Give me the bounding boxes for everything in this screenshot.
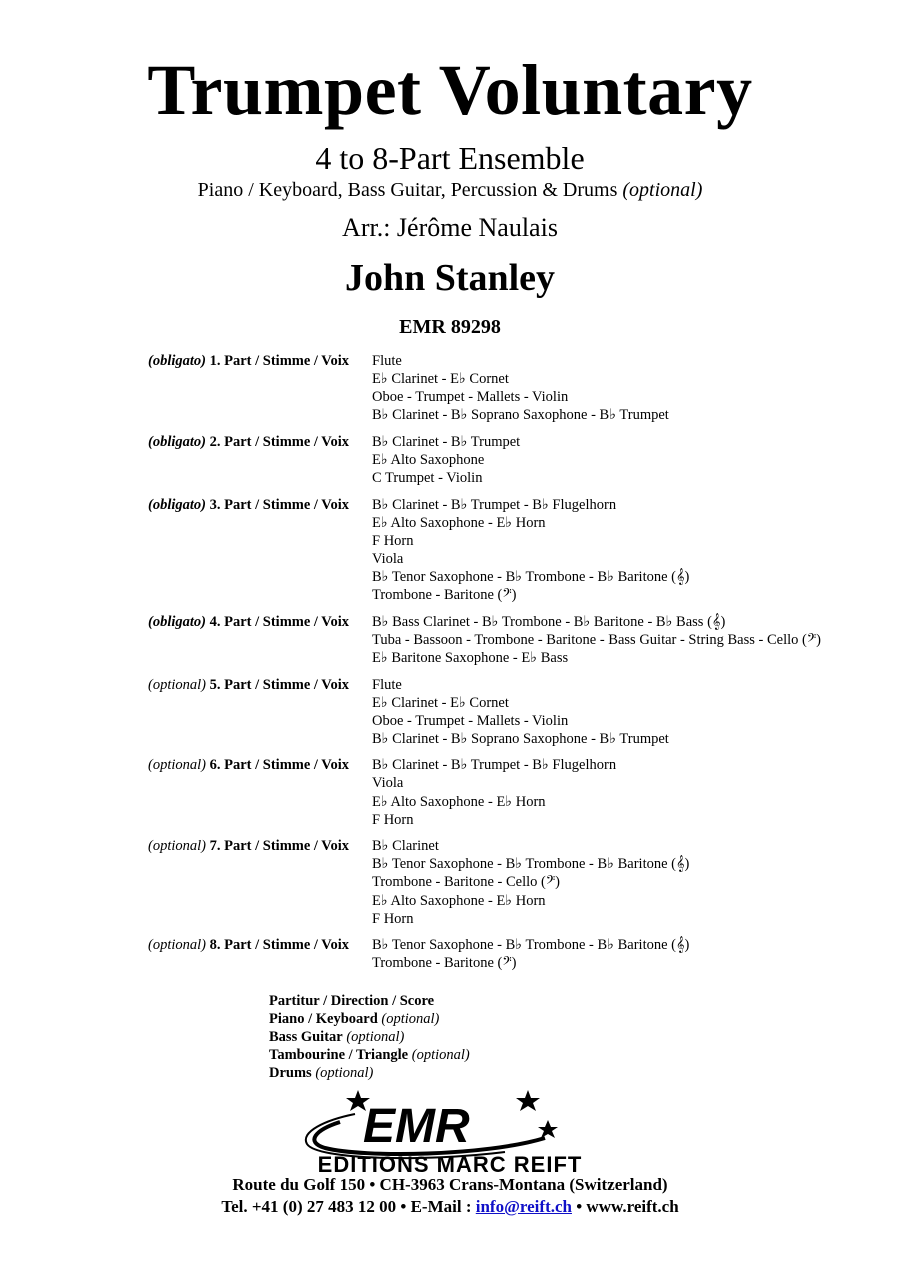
extra-part-name: Piano / Keyboard bbox=[269, 1011, 378, 1027]
instrument-line: Tuba - Bassoon - Trombone - Baritone - Bass Guitar - String Bass - Cello (𝄢) bbox=[372, 631, 822, 648]
instrument-line: B♭ Clarinet bbox=[372, 838, 439, 855]
part-number: 2. Part / Stimme / Voix bbox=[209, 433, 349, 450]
part-row bbox=[148, 352, 868, 424]
instrument-line: Trombone - Baritone (𝄢) bbox=[372, 955, 517, 972]
part-label bbox=[148, 936, 372, 972]
part-row bbox=[148, 756, 868, 828]
part-instruments bbox=[372, 433, 868, 487]
instrument-line: B♭ Clarinet - B♭ Trumpet - B♭ Flugelhorn bbox=[372, 496, 617, 513]
instrument-line: F Horn bbox=[372, 532, 414, 549]
part-instruments bbox=[372, 936, 868, 972]
email-link[interactable]: info@reift.ch bbox=[475, 1197, 572, 1216]
instrumentation bbox=[0, 178, 900, 202]
part-instruments bbox=[372, 837, 868, 927]
instrument-line: E♭ Clarinet - E♭ Cornet bbox=[372, 371, 509, 388]
part-label bbox=[148, 756, 372, 828]
instrument-line: E♭ Alto Saxophone - E♭ Horn bbox=[372, 514, 546, 531]
extra-part-name: Partitur / Direction / Score bbox=[269, 993, 435, 1009]
part-instruments bbox=[372, 676, 868, 748]
part-instruments bbox=[372, 496, 868, 605]
part-label bbox=[148, 496, 372, 605]
part-status: (obligato) bbox=[148, 613, 206, 630]
instrument-line: B♭ Tenor Saxophone - B♭ Trombone - B♭ Baritone (𝄞) bbox=[372, 569, 690, 586]
instrument-line: B♭ Tenor Saxophone - B♭ Trombone - B♭ Baritone (𝄞) bbox=[372, 856, 690, 873]
instrument-line: Oboe - Trumpet - Mallets - Violin bbox=[372, 389, 569, 406]
extra-part-name: Tambourine / Triangle bbox=[269, 1047, 409, 1063]
part-row bbox=[148, 936, 868, 972]
publisher-name: EDITIONS MARC REIFT bbox=[317, 1152, 583, 1176]
instrument-line: F Horn bbox=[372, 910, 414, 927]
part-status: (optional) bbox=[148, 937, 206, 954]
part-number: 3. Part / Stimme / Voix bbox=[209, 496, 349, 513]
parts-list bbox=[148, 352, 868, 981]
part-number: 6. Part / Stimme / Voix bbox=[209, 757, 349, 774]
instrument-line: B♭ Clarinet - B♭ Soprano Saxophone - B♭ Trumpet bbox=[372, 407, 669, 424]
extra-part-optional: (optional) bbox=[315, 1065, 374, 1081]
part-label bbox=[148, 837, 372, 927]
part-status: (optional) bbox=[148, 838, 206, 855]
instrument-line: Trombone - Baritone (𝄢) bbox=[372, 587, 517, 604]
part-label bbox=[148, 613, 372, 667]
part-status: (obligato) bbox=[148, 433, 206, 450]
instrument-line: E♭ Alto Saxophone - E♭ Horn bbox=[372, 793, 546, 810]
logo-star-right bbox=[516, 1090, 540, 1111]
part-instruments bbox=[372, 756, 868, 828]
extra-part bbox=[269, 992, 470, 1010]
publisher-address: Route du Golf 150 • CH-3963 Crans-Montana (Switzerland) bbox=[232, 1175, 668, 1194]
instrument-line: E♭ Alto Saxophone - E♭ Horn bbox=[372, 892, 546, 909]
instrument-line: E♭ Baritone Saxophone - E♭ Bass bbox=[372, 649, 569, 666]
part-instruments bbox=[372, 613, 868, 667]
telephone: Tel. +41 (0) 27 483 12 00 • E-Mail : bbox=[221, 1197, 476, 1216]
instrument-line: B♭ Tenor Saxophone - B♭ Trombone - B♭ Baritone (𝄞) bbox=[372, 937, 690, 954]
part-row bbox=[148, 496, 868, 605]
instrument-line: Viola bbox=[372, 550, 404, 567]
composer: John Stanley bbox=[344, 257, 556, 299]
part-number: 4. Part / Stimme / Voix bbox=[209, 613, 349, 630]
part-number: 5. Part / Stimme / Voix bbox=[209, 676, 349, 693]
instrument-line: F Horn bbox=[372, 811, 414, 828]
instrument-line: Flute bbox=[372, 676, 402, 693]
part-row bbox=[148, 676, 868, 748]
part-label bbox=[148, 433, 372, 487]
instrument-line: B♭ Clarinet - B♭ Trumpet - B♭ Flugelhorn bbox=[372, 757, 617, 774]
publisher-logo bbox=[245, 1086, 655, 1176]
extra-part bbox=[269, 1028, 470, 1046]
part-number: 8. Part / Stimme / Voix bbox=[209, 937, 349, 954]
extra-part bbox=[269, 1064, 470, 1082]
extra-part-name: Drums bbox=[269, 1065, 312, 1081]
instrumentation-optional: (optional) bbox=[622, 179, 703, 201]
subtitle: 4 to 8-Part Ensemble bbox=[315, 140, 585, 176]
instrument-line: Oboe - Trumpet - Mallets - Violin bbox=[372, 712, 569, 729]
part-number: 7. Part / Stimme / Voix bbox=[209, 838, 349, 855]
instrument-line: Trombone - Baritone - Cello (𝄢) bbox=[372, 874, 560, 891]
extra-part-optional: (optional) bbox=[381, 1011, 440, 1027]
publisher-contact bbox=[0, 1196, 900, 1218]
logo-star-bottom bbox=[538, 1120, 558, 1138]
part-status: (optional) bbox=[148, 676, 206, 693]
instrument-line: Flute bbox=[372, 353, 402, 369]
instrumentation-text: Piano / Keyboard, Bass Guitar, Percussion & Drums bbox=[197, 179, 618, 201]
extra-part bbox=[269, 1010, 470, 1028]
extra-part bbox=[269, 1046, 470, 1064]
instrument-line: Viola bbox=[372, 775, 404, 792]
part-status: (obligato) bbox=[148, 496, 206, 513]
instrument-line: E♭ Clarinet - E♭ Cornet bbox=[372, 694, 509, 711]
instrument-line: C Trumpet - Violin bbox=[372, 470, 483, 487]
catalog-number: EMR 89298 bbox=[399, 316, 501, 338]
title: Trumpet Voluntary bbox=[147, 50, 753, 130]
logo-emr-text: EMR bbox=[363, 1100, 470, 1153]
part-number: 1. Part / Stimme / Voix bbox=[209, 353, 349, 369]
extra-part-optional: (optional) bbox=[411, 1047, 470, 1063]
part-label bbox=[148, 352, 372, 424]
instrument-line: B♭ Bass Clarinet - B♭ Trombone - B♭ Baritone - B♭ Bass (𝄞) bbox=[372, 613, 726, 630]
part-label bbox=[148, 676, 372, 748]
part-row bbox=[148, 837, 868, 927]
arranger: Arr.: Jérôme Naulais bbox=[342, 213, 558, 242]
instrument-line: B♭ Clarinet - B♭ Soprano Saxophone - B♭ Trumpet bbox=[372, 730, 669, 747]
part-status: (obligato) bbox=[148, 353, 206, 369]
website: • www.reift.ch bbox=[571, 1197, 679, 1216]
part-instruments bbox=[372, 352, 868, 424]
part-row bbox=[148, 433, 868, 487]
part-row bbox=[148, 613, 868, 667]
part-status: (optional) bbox=[148, 757, 206, 774]
instrument-line: E♭ Alto Saxophone bbox=[372, 451, 485, 468]
extra-part-optional: (optional) bbox=[346, 1029, 405, 1045]
extra-part-name: Bass Guitar bbox=[269, 1029, 343, 1045]
instrument-line: B♭ Clarinet - B♭ Trumpet bbox=[372, 433, 521, 450]
extras-list bbox=[269, 992, 470, 1082]
